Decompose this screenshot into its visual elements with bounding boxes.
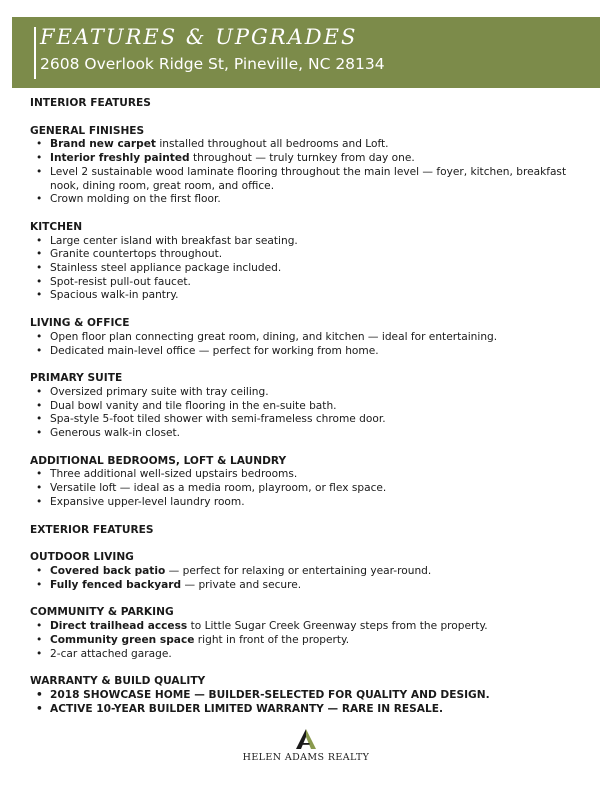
company-logo (220, 728, 392, 772)
list-item: • Community green space right in front of the property. (30, 634, 590, 648)
list-item: • Granite countertops throughout. (30, 248, 590, 262)
warranty-heading: WARRANTY & BUILD QUALITY (30, 675, 206, 688)
list-item: • Direct trailhead access to Little Sugar Creek Greenway steps from the property. (30, 620, 590, 634)
kitchen-heading: KITCHEN (30, 220, 83, 233)
list-item: • Open floor plan connecting great room, dining, and kitchen — ideal for entertaining. (30, 331, 590, 345)
list-item: • Fully fenced backyard — private and secure. (30, 579, 590, 593)
general-finishes-heading: GENERAL FINISHES (30, 124, 145, 137)
header-banner (12, 17, 600, 88)
warranty-list (30, 689, 590, 716)
community-parking-list (30, 620, 590, 661)
list-item: • Spot-resist pull-out faucet. (30, 276, 590, 290)
primary-suite-heading: PRIMARY SUITE (30, 372, 123, 385)
list-item: • Versatile loft — ideal as a media room, playroom, or flex space. (30, 482, 590, 496)
list-item: • Dedicated main-level office — perfect for working from home. (30, 345, 590, 359)
banner-divider (34, 27, 36, 79)
additional-rooms-list (30, 468, 590, 509)
general-finishes-list (30, 138, 590, 207)
list-item: • 2018 SHOWCASE HOME — BUILDER-SELECTED FOR QUALITY AND DESIGN. (30, 689, 590, 703)
primary-suite-list (30, 386, 590, 441)
exterior-heading: EXTERIOR FEATURES (30, 523, 154, 536)
property-address: 2608 Overlook Ridge St, Pineville, NC 28134 (40, 55, 385, 73)
list-item: • Dual bowl vanity and tile flooring in the en-suite bath. (30, 400, 590, 414)
list-item: • Three additional well-sized upstairs bedrooms. (30, 468, 590, 482)
list-item: • Stainless steel appliance package included. (30, 262, 590, 276)
list-item: • Spa-style 5-foot tiled shower with semi-frameless chrome door. (30, 413, 590, 427)
list-item: • Interior freshly painted throughout — truly turnkey from day one. (30, 152, 590, 166)
community-parking-heading: COMMUNITY & PARKING (30, 606, 174, 619)
company-name: HELEN ADAMS REALTY (242, 752, 370, 763)
list-item: • Oversized primary suite with tray ceiling. (30, 386, 590, 400)
list-item: • ACTIVE 10-YEAR BUILDER LIMITED WARRANTY — RARE IN RESALE. (30, 703, 590, 717)
list-item: • Crown molding on the first floor. (30, 193, 590, 207)
features-content (30, 97, 590, 730)
list-item: • 2-car attached garage. (30, 648, 590, 662)
list-item: • Brand new carpet installed throughout all bedrooms and Loft. (30, 138, 590, 152)
interior-heading: INTERIOR FEATURES (30, 97, 151, 109)
mountain-a-icon (294, 728, 318, 750)
list-item: • Generous walk-in closet. (30, 427, 590, 441)
kitchen-list (30, 235, 590, 304)
list-item: • Large center island with breakfast bar seating. (30, 235, 590, 249)
page-title: FEATURES & UPGRADES (40, 25, 358, 49)
outdoor-living-heading: OUTDOOR LIVING (30, 551, 134, 564)
living-office-heading: LIVING & OFFICE (30, 317, 130, 330)
list-item: • Spacious walk-in pantry. (30, 289, 590, 303)
living-office-list (30, 331, 590, 358)
additional-rooms-heading: ADDITIONAL BEDROOMS, LOFT & LAUNDRY (30, 454, 287, 467)
outdoor-living-list (30, 565, 590, 592)
list-item: • Covered back patio — perfect for relaxing or entertaining year-round. (30, 565, 590, 579)
list-item: • Expansive upper-level laundry room. (30, 496, 590, 510)
list-item: • Level 2 sustainable wood laminate flooring throughout the main level — foyer, kitchen, breakfast nook, dining room, great room, and office. (30, 166, 590, 193)
